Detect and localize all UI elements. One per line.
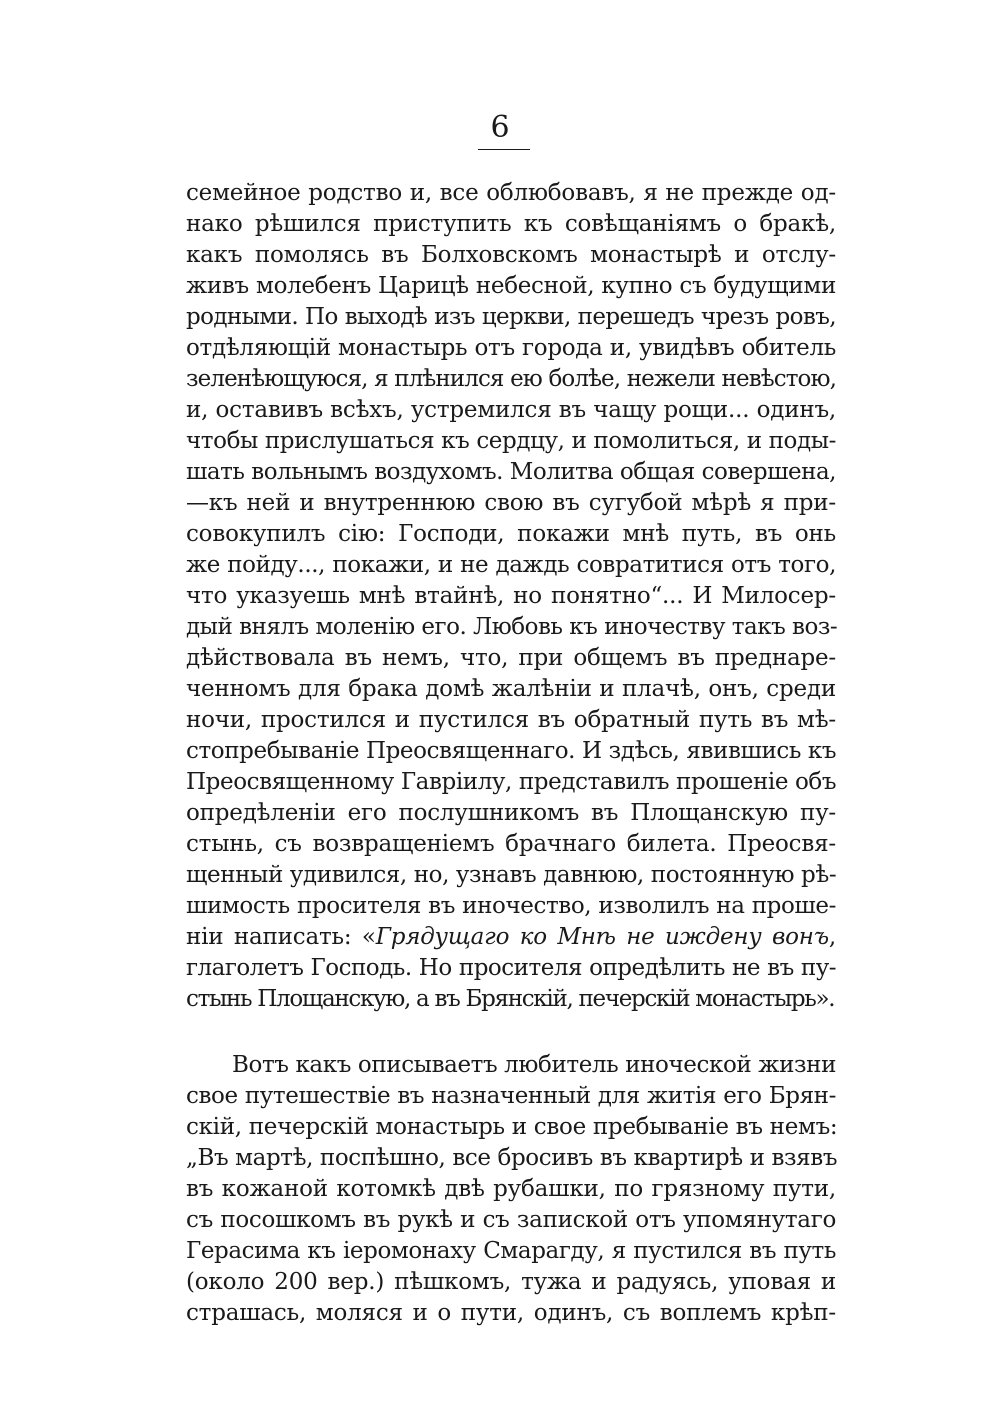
text-line: чтобы прислушаться къ сердцу, и помолиться, и поды- <box>186 428 836 454</box>
text-line: родными. По выходѣ изъ церкви, перешедъ чрезъ ровъ, <box>186 304 836 330</box>
text-line: нако рѣшился приступить къ совѣщаніямъ о бракѣ, <box>186 211 836 237</box>
text-line: и, оставивъ всѣхъ, устремился въ чащу рощи... одинъ, <box>186 397 836 423</box>
text-line: Вотъ какъ описываетъ любитель иноческой жизни <box>232 1052 836 1078</box>
text-line: дый внялъ моленію его. Любовь къ иночеству такъ воз- <box>186 614 838 640</box>
text-line: Преосвященному Гавріилу, представилъ прошеніе объ <box>186 769 837 795</box>
italic-quotation: Грядущаго ко Мнѣ не иждену вонъ <box>375 924 829 950</box>
text-line: глаголетъ Господь. Но просителя опредѣлить не въ пу- <box>186 955 836 981</box>
text-line: скій, печерскій монастырь и свое пребываніе въ немъ: <box>186 1114 838 1140</box>
text-line: стопребываніе Преосвященнаго. И здѣсь, явившись къ <box>186 738 837 764</box>
text-line: въ кожаной котомкѣ двѣ рубашки, по грязному пути, <box>186 1176 836 1202</box>
text-line: же пойду..., покажи, и не даждь совратитися отъ того, <box>186 552 836 578</box>
text-line: какъ помолясь въ Болховскомъ монастырѣ и отслу- <box>186 242 836 268</box>
text-line: шать вольнымъ воздухомъ. Молитва общая совершена, <box>186 459 836 485</box>
text-line: отдѣляющій монастырь отъ города и, увидѣвъ обитель <box>186 335 836 361</box>
text-line: стынь Площанскую, а въ Брянскій, печерскій монастырь». <box>186 986 835 1012</box>
text-line: Герасима къ іеромонаху Смарагду, я пустился въ путь <box>186 1238 836 1264</box>
text-line: „Въ мартѣ, поспѣшно, все бросивъ въ квартирѣ и взявъ <box>186 1145 838 1171</box>
page-number: 6 <box>490 110 510 145</box>
text-line: стынь, съ возвращеніемъ брачнаго билета. Преосвя- <box>186 831 836 857</box>
text-line: ночи, простился и пустился въ обратный путь въ мѣ- <box>186 707 836 733</box>
text-span: ніи написать: « <box>186 924 376 950</box>
text-line: семейное родство и, все облюбовавъ, я не прежде од- <box>186 180 836 206</box>
text-line: что указуешь мнѣ втайнѣ, но понятно“... И Милосер- <box>186 583 836 609</box>
text-line: совокупилъ сію: Господи, покажи мнѣ путь, въ онь <box>186 521 836 547</box>
page-number-underline <box>478 149 530 150</box>
text-line: страшась, моляся и о пути, одинъ, съ воплемъ крѣп- <box>186 1300 836 1326</box>
text-line: опредѣленіи его послушникомъ въ Площанскую пу- <box>186 800 836 826</box>
text-line: свое путешествіе въ назначенный для житія его Брян- <box>186 1083 836 1109</box>
text-line: щенный удивился, но, узнавъ давнюю, постоянную рѣ- <box>186 862 837 888</box>
text-line: зеленѣющуюся, я плѣнился ею болѣе, нежели невѣстою, <box>186 366 836 392</box>
text-line-with-quote <box>186 921 836 953</box>
text-line: дѣйствовала въ немъ, что, при общемъ въ преднаре- <box>186 645 836 671</box>
text-line: (около 200 вер.) пѣшкомъ, тужа и радуясь, уповая и <box>186 1269 836 1295</box>
text-line: шимость просителя въ иночество, изволилъ на проше- <box>186 893 836 919</box>
text-line: —къ ней и внутреннюю свою въ сугубой мѣрѣ я при- <box>186 490 836 516</box>
text-line: живъ молебенъ Царицѣ небесной, купно съ будущими <box>186 273 836 299</box>
text-span: , <box>828 924 836 950</box>
text-line: съ посошкомъ въ рукѣ и съ запиской отъ упомянутаго <box>186 1207 836 1233</box>
text-line: ченномъ для брака домѣ жалѣніи и плачѣ, онъ, среди <box>186 676 836 702</box>
